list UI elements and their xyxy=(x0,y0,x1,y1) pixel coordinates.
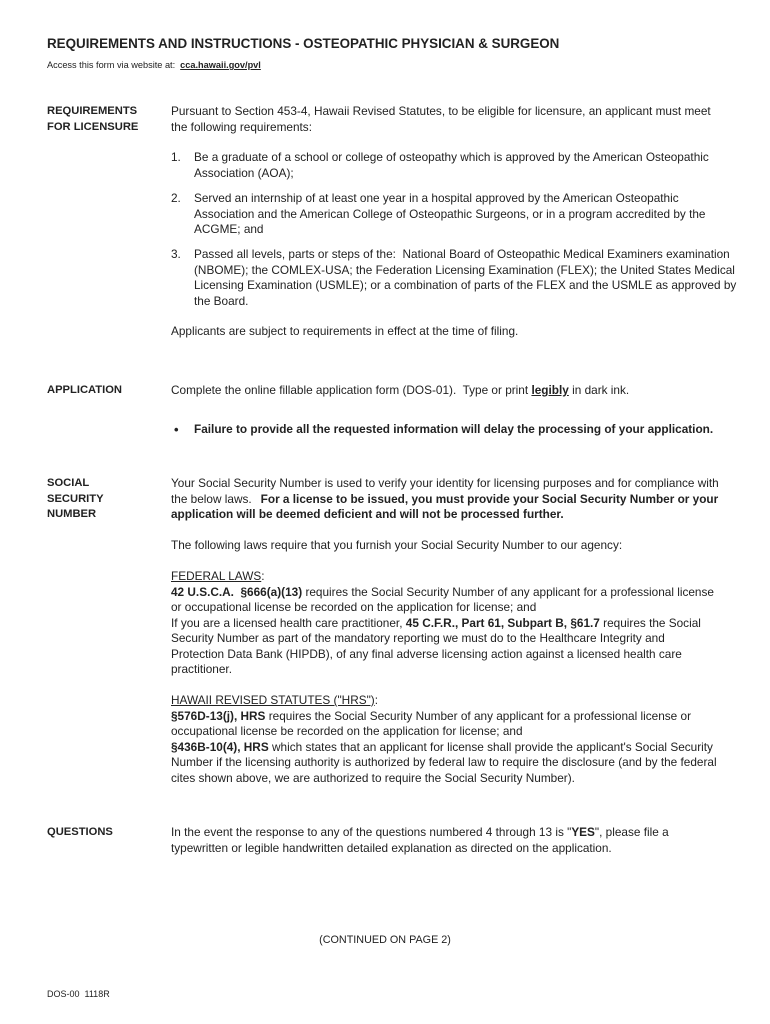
application-instructions xyxy=(171,383,629,399)
ssn-requirement-bold: application will be deemed deficient and will not be processed further. xyxy=(171,507,564,521)
heading-colon: : xyxy=(374,693,378,707)
legibly-emphasis: legibly xyxy=(531,383,569,397)
application-warning-bullet xyxy=(171,422,713,438)
hawaii-statute-line: cites shown above, we are authorized to require the Social Security Number). xyxy=(171,770,575,785)
federal-laws xyxy=(171,569,714,678)
requirement-number: 2. xyxy=(171,191,181,205)
requirements-intro-line: Pursuant to Section 453-4, Hawaii Revised Statutes, to be eligible for licensure, an applicant must meet xyxy=(171,104,711,118)
federal-law-line: practitioner. xyxy=(171,662,232,676)
law-citation: 42 U.S.C.A. §666(a)(13) xyxy=(171,584,303,599)
ssn-intro-line xyxy=(171,492,719,508)
hawaii-statute-line: occupational license be recorded on the application for license; and xyxy=(171,724,523,738)
questions-text: In the event the response to any of the questions numbered 4 through 13 is " xyxy=(171,825,572,839)
ssn-intro-line: Your Social Security Number is used to verify your identity for licensing purposes and for compliance with xyxy=(171,476,719,490)
application-instruction-line xyxy=(171,383,629,399)
requirement-text-line: Association (AOA); xyxy=(194,165,294,180)
hawaii-statutes-heading xyxy=(171,693,717,709)
federal-law-line xyxy=(171,616,714,632)
questions-instructions xyxy=(171,825,669,856)
section-label-line: SECURITY xyxy=(47,492,104,505)
website-access-label: Access this form via website at: xyxy=(47,60,176,70)
requirement-number: 1. xyxy=(171,150,181,164)
ssn-intro xyxy=(171,476,719,523)
questions-section-label xyxy=(47,825,113,841)
federal-law-line: or occupational license be recorded on the application for license; and xyxy=(171,600,537,614)
questions-text: ", please file a xyxy=(594,825,669,839)
section-label-line: QUESTIONS xyxy=(47,826,113,838)
requirements-intro-line: the following requirements: xyxy=(171,119,312,134)
ssn-requirement-bold: For a license to be issued, you must provide your Social Security Number or your xyxy=(260,491,719,506)
law-citation: §576D-13(j), HRS xyxy=(171,708,266,723)
requirement-text xyxy=(171,150,709,181)
requirement-text-line: Be a graduate of a school or college of osteopathy which is approved by the American Osteopathic xyxy=(194,150,709,164)
section-label-line: SOCIAL xyxy=(47,477,90,489)
law-text: requires the Social Security Number of any applicant for a professional license or xyxy=(268,708,691,723)
federal-laws-heading-text: FEDERAL LAWS xyxy=(171,569,262,583)
website-link[interactable]: cca.hawaii.gov/pvl xyxy=(180,60,261,70)
requirement-text-line: ACGME; and xyxy=(194,222,264,236)
laws-intro-line: The following laws require that you furnish your Social Security Number to our agency: xyxy=(171,538,623,552)
ssn-intro-text: the below laws. xyxy=(171,491,252,506)
hawaii-statute-line: Number if the licensing authority is authorized by federal law to require the disclosure (and by the federal xyxy=(171,755,717,769)
section-label-line: FOR LICENSURE xyxy=(47,120,139,133)
page-title: REQUIREMENTS AND INSTRUCTIONS - OSTEOPATHIC PHYSICIAN & SURGEON xyxy=(47,36,560,51)
law-text: which states that an applicant for license shall provide the applicant's Social Security xyxy=(272,739,713,754)
section-label-line: NUMBER xyxy=(47,508,97,520)
law-citation: §436B-10(4), HRS xyxy=(171,739,269,754)
federal-laws-heading xyxy=(171,569,714,585)
hawaii-statute-line xyxy=(171,709,717,725)
requirement-item-3 xyxy=(171,247,736,309)
application-instruction-text: Complete the online fillable application form (DOS-01). Type or print xyxy=(171,383,529,397)
requirement-text xyxy=(171,247,736,309)
federal-law-line xyxy=(171,585,714,601)
requirements-intro xyxy=(171,104,711,135)
laws-intro xyxy=(171,538,622,554)
requirements-section-label xyxy=(47,104,138,135)
ssn-section-label xyxy=(47,476,104,523)
application-warning xyxy=(171,422,713,438)
requirement-text xyxy=(171,191,706,238)
requirement-item-1 xyxy=(171,150,709,181)
section-label-line: APPLICATION xyxy=(47,384,122,396)
questions-line xyxy=(171,825,669,841)
section-label-line: REQUIREMENTS xyxy=(47,105,138,117)
law-text: requires the Social Security Number of any applicant for a professional license xyxy=(305,584,714,599)
hawaii-statutes xyxy=(171,693,717,786)
requirement-text-line: Licensing Examination (USMLE); or a combination of parts of the FLEX and the USMLE as approved by xyxy=(194,278,737,292)
federal-law-line: Protection Data Bank (HIPDB), of any final adverse licensing action against a licensed health care xyxy=(171,646,682,661)
requirements-note xyxy=(171,324,518,340)
requirement-item-2 xyxy=(171,191,706,238)
requirement-text-line: Association and the American College of Osteopathic Surgeons, or in a program accredited by the xyxy=(194,206,706,221)
requirement-number: 3. xyxy=(171,247,181,261)
bullet-icon: • xyxy=(174,422,179,437)
law-text: If you are a licensed health care practitioner, xyxy=(171,615,403,630)
questions-line: typewritten or legible handwritten detailed explanation as directed on the application. xyxy=(171,840,612,855)
federal-law-line: Security Number as part of the mandatory reporting we must do to the Healthcare Integrity and xyxy=(171,631,665,645)
law-citation: 45 C.F.R., Part 61, Subpart B, §61.7 xyxy=(405,615,600,630)
application-warning-text: Failure to provide all the requested information will delay the processing of your application. xyxy=(194,422,714,436)
hawaii-statutes-heading-text: HAWAII REVISED STATUTES ("HRS") xyxy=(171,693,375,707)
continued-notice: (CONTINUED ON PAGE 2) xyxy=(319,934,451,946)
requirement-text-line: the Board. xyxy=(194,293,249,308)
heading-colon: : xyxy=(261,569,265,583)
application-section-label xyxy=(47,383,122,399)
yes-emphasis: YES xyxy=(571,825,595,839)
law-text: requires the Social xyxy=(603,615,701,630)
requirements-note-line: Applicants are subject to requirements in effect at the time of filing. xyxy=(171,324,519,338)
requirement-text-line: (NBOME); the COMLEX-USA; the Federation Licensing Examination (FLEX); the United States Medical xyxy=(194,262,735,277)
requirement-text-line: Served an internship of at least one year in a hospital approved by the American Osteopathic xyxy=(194,191,679,205)
form-number: DOS-00 1118R xyxy=(47,989,110,999)
requirement-text-line: Passed all levels, parts or steps of the: National Board of Osteopathic Medical Examiners examination xyxy=(194,247,730,261)
website-access-line xyxy=(47,59,261,71)
hawaii-statute-line xyxy=(171,740,717,756)
application-instruction-text: in dark ink. xyxy=(572,383,630,397)
